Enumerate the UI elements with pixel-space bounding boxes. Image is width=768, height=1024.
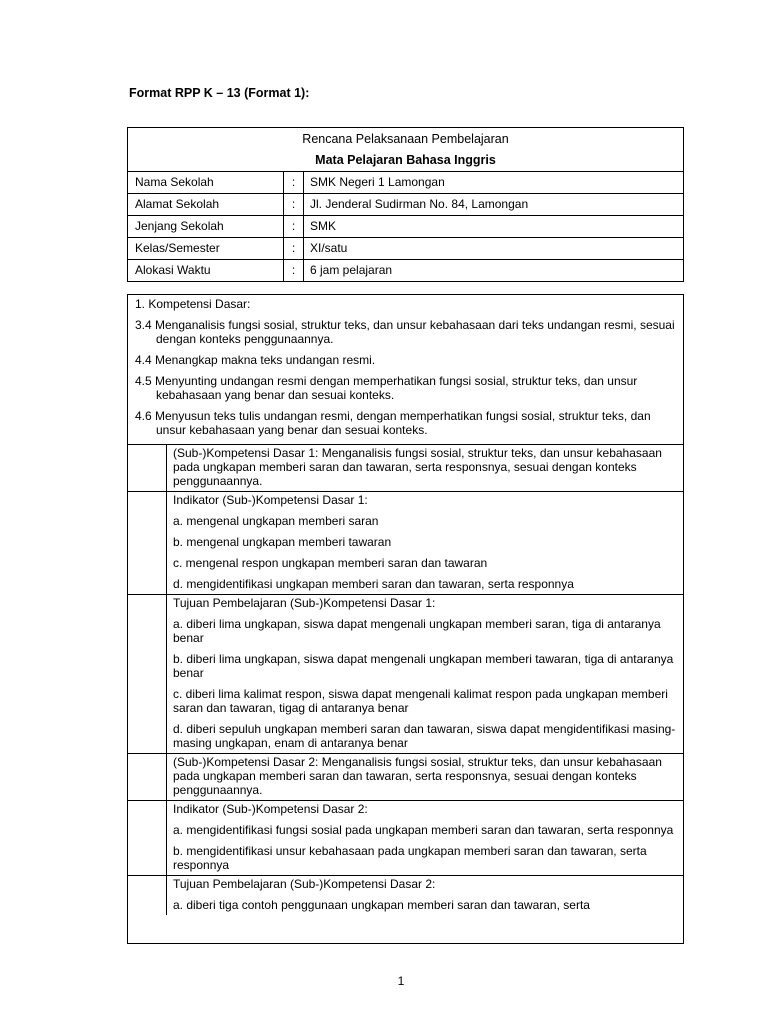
identity-value: XI/satu [310,241,348,255]
identity-label: Nama Sekolah [128,172,284,193]
identity-label: Kelas/Semester [128,238,284,259]
row-content-cell [167,876,683,915]
identity-value: Jl. Jenderal Sudirman No. 84, Lamongan [310,197,529,211]
row-paragraph: b. mengidentifikasi unsur kebahasaan pada ungkapan memberi saran dan tawaran, serta responnya [173,844,647,872]
sub-competence-row [128,444,683,491]
identity-colon: : [284,260,304,281]
identity-label: Alokasi Waktu [128,260,284,281]
basic-competence-item: 4.4 Menangkap makna teks undangan resmi. [135,353,376,367]
identity-value: 6 jam pelajaran [310,263,393,277]
identity-value: SMK Negeri 1 Lamongan [310,175,445,189]
row-content-cell [167,445,683,491]
document-title: Format RPP K – 13 (Format 1): [129,86,310,100]
row-paragraph: Indikator (Sub-)Kompetensi Dasar 2: [173,802,368,816]
row-indent-cell [128,754,167,800]
row-paragraph: a. mengenal ungkapan memberi saran [173,514,379,528]
row-content-cell [167,754,683,800]
row-paragraph: b. diberi lima ungkapan, siswa dapat mengenali ungkapan memberi tawaran, tiga di antaranya benar [173,652,674,680]
competency-table [127,294,684,944]
basic-competence-item: 3.4 Menganalisis fungsi sosial, struktur teks, dan unsur kebahasaan dari teks undangan resmi, sesuai dengan konteks penggunaannya. [135,318,675,346]
row-paragraph: Tujuan Pembelajaran (Sub-)Kompetensi Dasar 2: [173,877,436,891]
identity-row [128,259,683,281]
identity-colon: : [284,238,304,259]
row-paragraph: a. diberi tiga contoh penggunaan ungkapan memberi saran dan tawaran, serta [173,898,590,912]
basic-competence-list [135,318,683,437]
identity-row [128,193,683,215]
row-content-cell [167,595,683,753]
identity-colon: : [284,216,304,237]
sub-competence-row [128,875,683,915]
header-table [127,127,684,282]
row-content-cell [167,801,683,875]
sub-competence-row [128,594,683,753]
identity-colon: : [284,172,304,193]
identity-row [128,237,683,259]
basic-competence-item: 4.6 Menyusun teks tulis undangan resmi, dengan memperhatikan fungsi sosial, struktur teks, dan unsur kebahasaan yang benar dan sesuai konteks. [135,409,651,437]
identity-row [128,215,683,237]
plan-title: Rencana Pelaksanaan Pembelajaran [302,132,509,146]
row-paragraph: a. diberi lima ungkapan, siswa dapat mengenali ungkapan memberi saran, tiga di antaranya benar [173,617,661,645]
basic-competence-heading: 1. Kompetensi Dasar: [135,297,251,311]
row-paragraph: b. mengenal ungkapan memberi tawaran [173,535,392,549]
row-paragraph: Tujuan Pembelajaran (Sub-)Kompetensi Dasar 1: [173,596,436,610]
row-paragraph: Indikator (Sub-)Kompetensi Dasar 1: [173,493,368,507]
identity-colon: : [284,194,304,215]
row-indent-cell [128,801,167,875]
subject-title: Mata Pelajaran Bahasa Inggris [315,153,496,167]
sub-competence-row [128,491,683,594]
identity-rows [128,171,683,281]
identity-row [128,171,683,193]
row-indent-cell [128,445,167,491]
row-content-cell [167,492,683,594]
sub-competence-row [128,800,683,875]
basic-competence-section [128,295,683,437]
row-indent-cell [128,876,167,915]
row-paragraph: (Sub-)Kompetensi Dasar 2: Menganalisis fungsi sosial, struktur teks, dan unsur kebahasaan pada ungkapan memberi saran dan tawaran, serta responsnya, sesuai dengan konteks penggunaannya. [173,755,662,797]
sub-competence-row [128,753,683,800]
row-paragraph: c. diberi lima kalimat respon, siswa dapat mengenali kalimat respon pada ungkapan memberi saran dan tawaran, tigag di antaranya benar [173,687,668,715]
row-paragraph: d. mengidentifikasi ungkapan memberi saran dan tawaran, serta responnya [173,577,574,591]
sub-competence-rows [128,444,683,915]
basic-competence-item: 4.5 Menyunting undangan resmi dengan memperhatikan fungsi sosial, struktur teks, dan unsur kebahasaan yang benar dan sesuai konteks. [135,374,638,402]
row-indent-cell [128,595,167,753]
row-paragraph: a. mengidentifikasi fungsi sosial pada ungkapan memberi saran dan tawaran, serta responnya [173,823,674,837]
row-indent-cell [128,492,167,594]
identity-label: Jenjang Sekolah [128,216,284,237]
row-paragraph: (Sub-)Kompetensi Dasar 1: Menganalisis fungsi sosial, struktur teks, dan unsur kebahasaan pada ungkapan memberi saran dan tawaran, serta responsnya, sesuai dengan konteks penggunaannya. [173,446,662,488]
identity-label: Alamat Sekolah [128,194,284,215]
row-paragraph: c. mengenal respon ungkapan memberi saran dan tawaran [173,556,488,570]
row-paragraph: d. diberi sepuluh ungkapan memberi saran dan tawaran, siswa dapat mengidentifikasi masing-masing ungkapan, enam di antaranya benar [173,722,676,750]
identity-value: SMK [310,219,337,233]
page-number: 1 [397,974,405,988]
